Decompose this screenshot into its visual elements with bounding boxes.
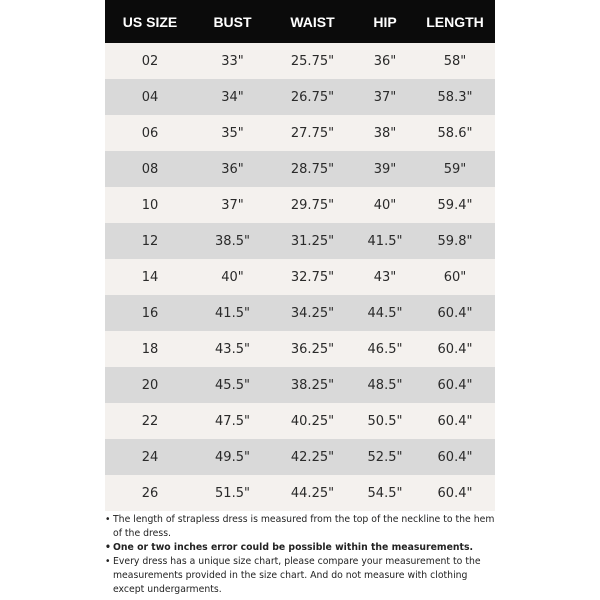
waist-cell: 34.25" [270,295,355,331]
header-us-size: US SIZE [105,0,195,43]
waist-cell: 26.75" [270,79,355,115]
note-item [105,555,500,597]
bust-cell: 43.5" [195,331,270,367]
table-row [105,223,495,259]
bust-cell: 37" [195,187,270,223]
header-row [105,0,495,43]
hip-cell: 43" [355,259,415,295]
note-item [105,541,500,555]
bust-cell: 33" [195,43,270,79]
length-cell: 60.4" [415,475,495,511]
measurement-notes [105,513,500,597]
size-cell: 08 [105,151,195,187]
bullet-icon: • [105,556,111,567]
table-row [105,475,495,511]
hip-cell: 40" [355,187,415,223]
hip-cell: 41.5" [355,223,415,259]
hip-cell: 38" [355,115,415,151]
table-row [105,259,495,295]
length-cell: 58" [415,43,495,79]
waist-cell: 28.75" [270,151,355,187]
length-cell: 60" [415,259,495,295]
length-cell: 59" [415,151,495,187]
table-row [105,331,495,367]
waist-cell: 42.25" [270,439,355,475]
length-cell: 60.4" [415,331,495,367]
hip-cell: 37" [355,79,415,115]
table-body [105,43,495,511]
table-row [105,79,495,115]
table-row [105,295,495,331]
waist-cell: 38.25" [270,367,355,403]
length-cell: 60.4" [415,439,495,475]
header-hip: HIP [355,0,415,43]
waist-cell: 27.75" [270,115,355,151]
size-cell: 16 [105,295,195,331]
table-row [105,43,495,79]
bullet-icon: • [105,542,111,553]
hip-cell: 50.5" [355,403,415,439]
length-cell: 60.4" [415,367,495,403]
header-waist: WAIST [270,0,355,43]
bust-cell: 51.5" [195,475,270,511]
bust-cell: 40" [195,259,270,295]
bust-cell: 41.5" [195,295,270,331]
note-text: Every dress has a unique size chart, please compare your measurement to the measurements provided in the size chart. And do not measure with clothing except undergarments. [113,556,481,595]
length-cell: 59.8" [415,223,495,259]
hip-cell: 54.5" [355,475,415,511]
waist-cell: 29.75" [270,187,355,223]
note-item [105,513,500,541]
note-text: One or two inches error could be possible within the measurements. [113,542,474,553]
header-bust: BUST [195,0,270,43]
table-row [105,115,495,151]
length-cell: 58.3" [415,79,495,115]
size-cell: 24 [105,439,195,475]
table-row [105,439,495,475]
size-table [105,0,495,511]
length-cell: 59.4" [415,187,495,223]
size-cell: 26 [105,475,195,511]
bust-cell: 34" [195,79,270,115]
size-cell: 20 [105,367,195,403]
hip-cell: 48.5" [355,367,415,403]
header-length: LENGTH [415,0,495,43]
bust-cell: 36" [195,151,270,187]
bullet-icon: • [105,514,111,525]
waist-cell: 31.25" [270,223,355,259]
size-cell: 10 [105,187,195,223]
size-cell: 18 [105,331,195,367]
waist-cell: 25.75" [270,43,355,79]
waist-cell: 44.25" [270,475,355,511]
waist-cell: 32.75" [270,259,355,295]
hip-cell: 36" [355,43,415,79]
waist-cell: 36.25" [270,331,355,367]
size-cell: 06 [105,115,195,151]
length-cell: 60.4" [415,295,495,331]
bust-cell: 35" [195,115,270,151]
length-cell: 60.4" [415,403,495,439]
bust-cell: 38.5" [195,223,270,259]
size-chart [105,0,495,511]
hip-cell: 44.5" [355,295,415,331]
table-row [105,367,495,403]
size-cell: 04 [105,79,195,115]
waist-cell: 40.25" [270,403,355,439]
size-cell: 02 [105,43,195,79]
table-row [105,187,495,223]
hip-cell: 46.5" [355,331,415,367]
table-row [105,403,495,439]
table-row [105,151,495,187]
bust-cell: 45.5" [195,367,270,403]
size-cell: 12 [105,223,195,259]
bust-cell: 47.5" [195,403,270,439]
note-text: The length of strapless dress is measured from the top of the neckline to the hem of the dress. [113,514,495,539]
bust-cell: 49.5" [195,439,270,475]
size-cell: 14 [105,259,195,295]
table-header [105,0,495,43]
hip-cell: 39" [355,151,415,187]
hip-cell: 52.5" [355,439,415,475]
length-cell: 58.6" [415,115,495,151]
size-cell: 22 [105,403,195,439]
